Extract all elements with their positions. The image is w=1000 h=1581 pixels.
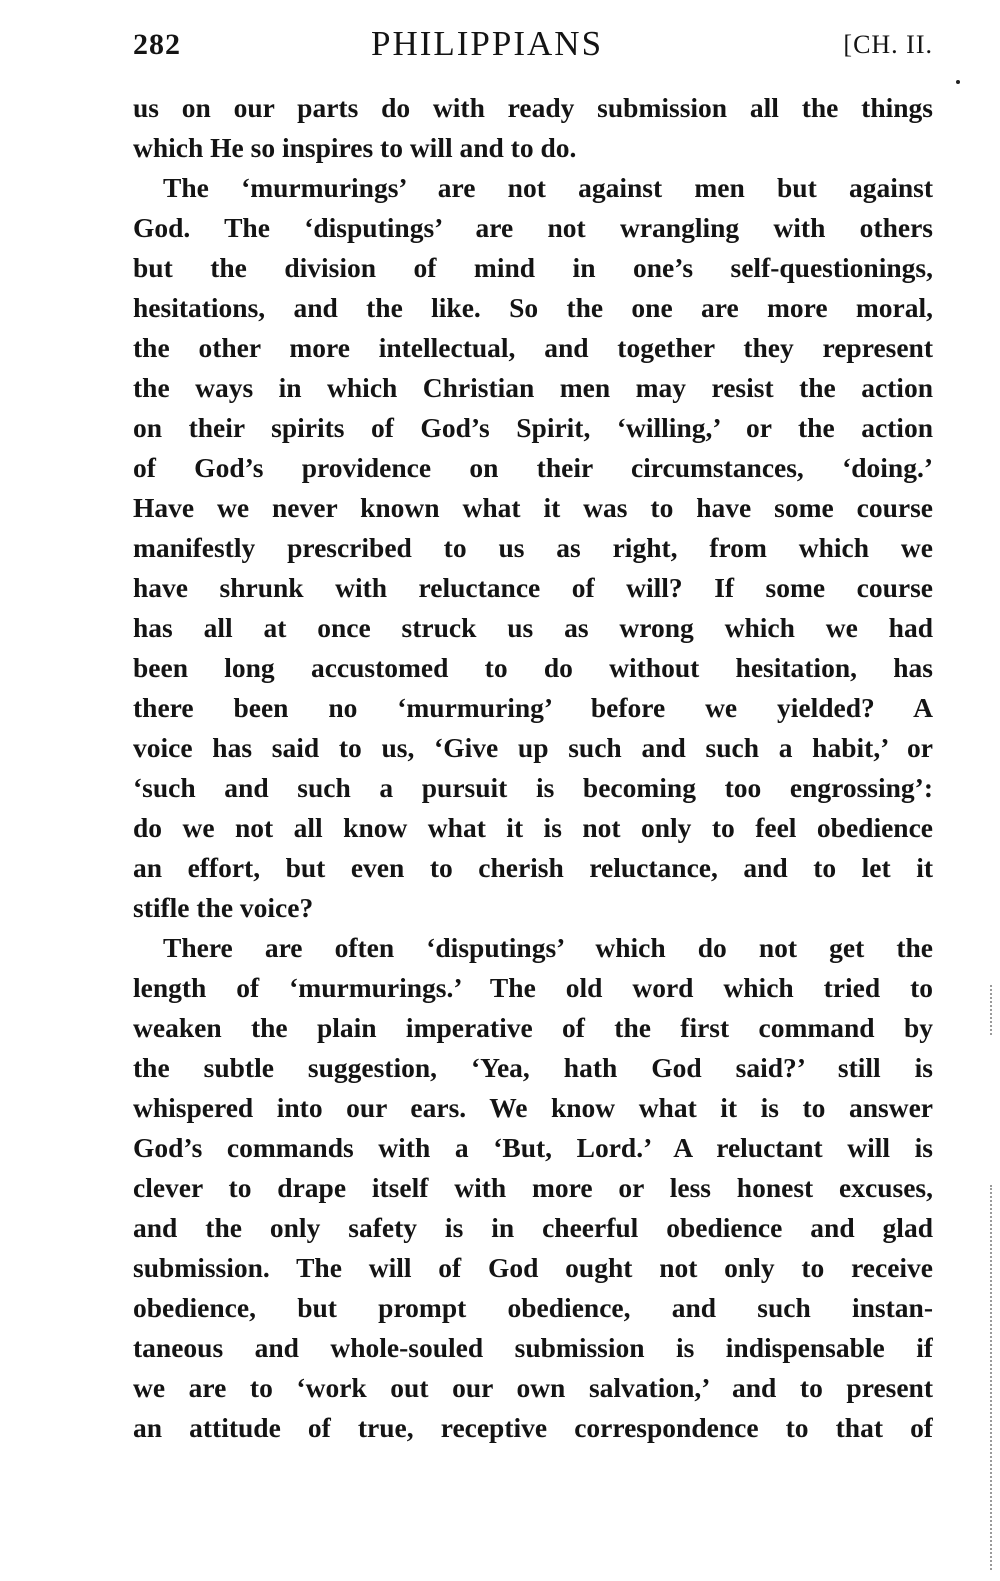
text-line: been long accustomed to do without hesitation, has — [133, 652, 933, 683]
page-number: 282 — [133, 28, 181, 61]
scan-speck — [956, 80, 960, 84]
text-line: the subtle suggestion, ‘Yea, hath God said?’ still is — [133, 1052, 933, 1083]
text-line: submission. The will of God ought not only to receive — [133, 1252, 933, 1283]
text-line: there been no ‘murmuring’ before we yielded? A — [133, 692, 933, 723]
text-line: has all at once struck us as wrong which we had — [133, 612, 933, 643]
text-line: the ways in which Christian men may resist the action — [133, 372, 933, 403]
text-line: length of ‘murmurings.’ The old word which tried to — [133, 972, 933, 1003]
text-line: The ‘murmurings’ are not against men but against — [163, 172, 933, 203]
text-line: taneous and whole-souled submission is indispensable if — [133, 1332, 933, 1363]
text-line: the other more intellectual, and together they represent — [133, 332, 933, 363]
scan-margin-rule — [990, 985, 992, 1035]
running-title: PHILIPPIANS — [371, 24, 604, 63]
text-line: ‘such and such a pursuit is becoming too engrossing’: — [133, 772, 933, 803]
text-line: manifestly prescribed to us as right, from which we — [133, 532, 933, 563]
text-line: God’s commands with a ‘But, Lord.’ A reluctant will is — [133, 1132, 933, 1163]
text-line: clever to drape itself with more or less honest excuses, — [133, 1172, 933, 1203]
text-line: weaken the plain imperative of the first command by — [133, 1012, 933, 1043]
scan-margin-rule — [990, 1185, 992, 1570]
text-line: Have we never known what it was to have some course — [133, 492, 933, 523]
text-line: an effort, but even to cherish reluctance, and to let it — [133, 852, 933, 883]
paragraph-disputings — [133, 928, 933, 1448]
text-line: we are to ‘work out our own salvation,’ and to present — [133, 1372, 933, 1403]
chapter-reference: [CH. II. — [843, 30, 933, 59]
text-line: hesitations, and the like. So the one are more moral, — [133, 292, 933, 323]
text-line: whispered into our ears. We know what it is to answer — [133, 1092, 933, 1123]
text-line: obedience, but prompt obedience, and such instan- — [133, 1292, 933, 1323]
text-line: and the only safety is in cheerful obedience and glad — [133, 1212, 933, 1243]
text-line: have shrunk with reluctance of will? If some course — [133, 572, 933, 603]
text-line: but the division of mind in one’s self-questionings, — [133, 252, 933, 283]
text-line: of God’s providence on their circumstances, ‘doing.’ — [133, 452, 933, 483]
text-line: an attitude of true, receptive correspondence to that of — [133, 1412, 933, 1443]
text-line: God. The ‘disputings’ are not wrangling with others — [133, 212, 933, 243]
text-line: voice has said to us, ‘Give up such and such a habit,’ or — [133, 732, 933, 763]
text-line: There are often ‘disputings’ which do not get the — [163, 932, 933, 963]
text-line: stifle the voice? — [133, 892, 314, 923]
paragraph-continuation — [133, 88, 933, 168]
paragraph-murmurings — [133, 168, 933, 928]
page-body — [133, 88, 933, 1448]
text-line: on their spirits of God’s Spirit, ‘willing,’ or the action — [133, 412, 933, 443]
text-line: do we not all know what it is not only to feel obedience — [133, 812, 933, 843]
text-line: which He so inspires to will and to do. — [133, 132, 577, 163]
text-line: us on our parts do with ready submission all the things — [133, 92, 933, 123]
running-header — [133, 24, 933, 74]
